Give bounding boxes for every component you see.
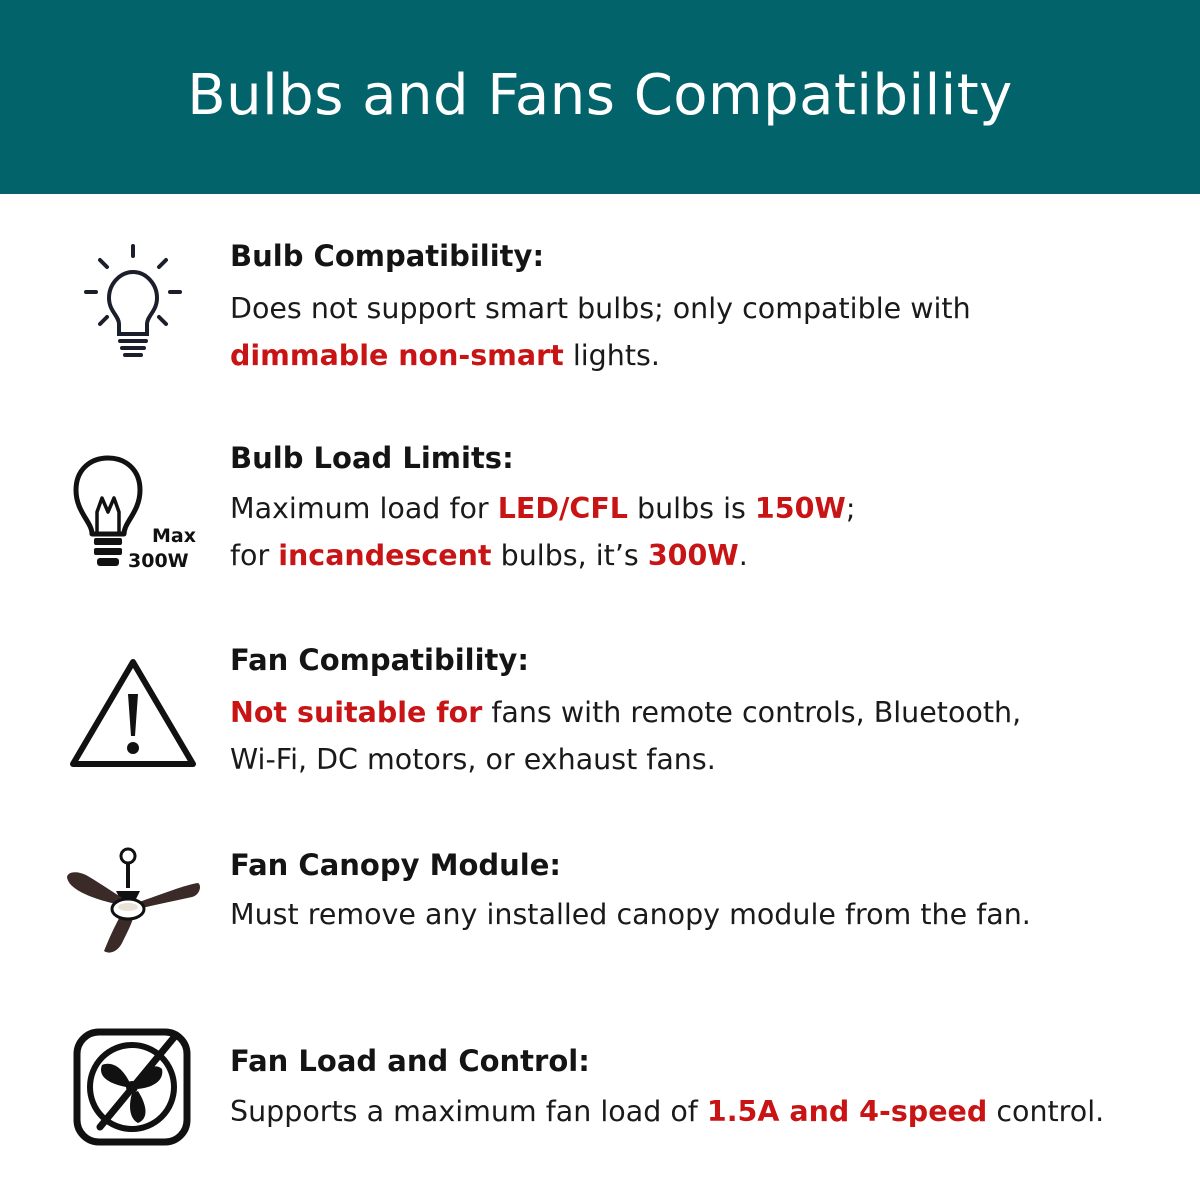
highlight-text: 150W [754,492,846,525]
header-banner [0,0,1200,194]
highlight-text: incandescent [278,539,492,572]
section-body [230,1088,1170,1135]
section-body [230,285,1170,379]
body-text: Supports a maximum fan load of [230,1095,707,1128]
no-fan-icon [72,1027,192,1147]
body-text: Does not support smart bulbs; only compatible with [230,292,971,325]
section-title: Fan Load and Control: [230,1044,590,1078]
highlight-text: 1.5A and 4-speed [706,1095,988,1128]
section-body [230,485,1170,579]
highlight-text: Not suitable for [230,696,483,729]
section-text [230,238,1170,379]
body-text: control. [987,1095,1105,1128]
ceiling-fan-icon [64,847,204,953]
icon-label-max: Max [152,525,196,547]
body-text: for [230,539,279,572]
section-text [230,440,1170,579]
body-text: Maximum load for [230,492,498,525]
section-body [230,689,1170,783]
body-text: fans with remote controls, Bluetooth, [482,696,1022,729]
highlight-text: LED/CFL [497,492,628,525]
section-body [230,891,1170,938]
section-title: Fan Canopy Module: [230,848,561,882]
body-text: . [738,539,748,572]
lightbulb-icon [82,244,184,364]
section-text [230,847,1170,938]
incandescent-bulb-icon [70,454,200,572]
section-title: Bulb Compatibility: [230,239,545,273]
highlight-text: dimmable non-smart [230,339,564,372]
body-text: Wi-Fi, DC motors, or exhaust fans. [230,743,716,776]
body-text: ; [845,492,856,525]
page-title: Bulbs and Fans Compatibility [187,62,1013,128]
highlight-text: 300W [647,539,739,572]
section-text [230,642,1170,783]
body-text: bulbs, it’s [491,539,648,572]
body-text: lights. [563,339,660,372]
icon-label-watts: 300W [128,550,189,572]
body-text: Must remove any installed canopy module from the fan. [230,898,1031,931]
section-title: Fan Compatibility: [230,643,529,677]
section-title: Bulb Load Limits: [230,441,514,475]
body-text: bulbs is [627,492,755,525]
section-text [230,1043,1170,1135]
warning-triangle-icon [68,656,198,770]
